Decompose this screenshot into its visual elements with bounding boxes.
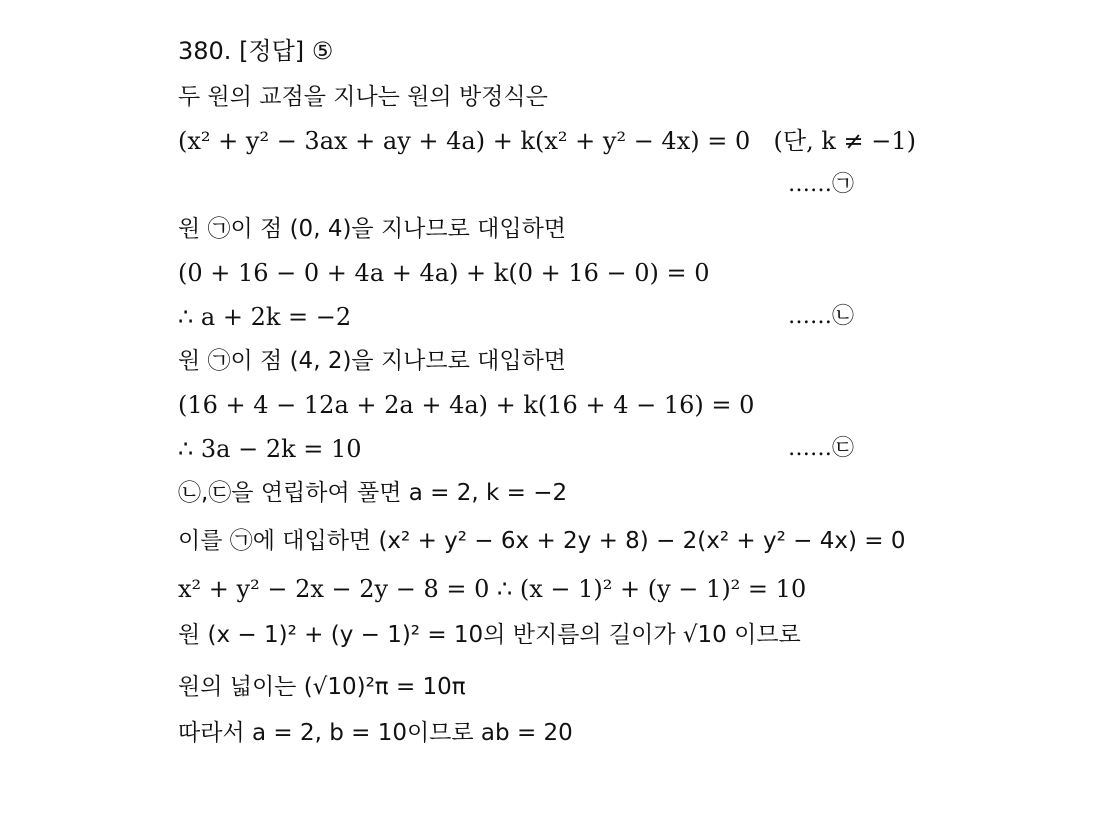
solution-line-13: 원의 넓이는 (√10)²π = 10π — [178, 674, 466, 700]
equation-general-circle: (x² + y² − 3ax + ay + 4a) + k(x² + y² − 4x) = 0 — [178, 127, 751, 155]
answer-title: 380. [정답] ⑤ — [178, 37, 334, 65]
solution-line-1: 두 원의 교점을 지나는 원의 방정식은 — [178, 84, 548, 110]
equation-marker-2: ……㉡ — [788, 304, 855, 329]
solution-equation-2: (0 + 16 − 0 + 4a + 4a) + k(0 + 16 − 0) = 0 — [178, 259, 710, 287]
solution-line-3: 원 ㉠이 점 (0, 4)을 지나므로 대입하면 — [178, 216, 567, 242]
solution-line-10: 이를 ㉠에 대입하면 (x² + y² − 6x + 2y + 8) − 2(x² + y² − 4x) = 0 — [178, 528, 906, 554]
solution-line-12: 원 (x − 1)² + (y − 1)² = 10의 반지름의 길이가 √10 이므로 — [178, 622, 801, 648]
solution-line-6: 원 ㉠이 점 (4, 2)을 지나므로 대입하면 — [178, 348, 567, 374]
condition-note: (단, k ≠ −1) — [773, 127, 916, 155]
equation-marker-1: ……㉠ — [788, 172, 855, 197]
solution-equation-1 — [178, 126, 916, 160]
solution-line-9: ㉡,㉢을 연립하여 풀면 a = 2, k = −2 — [178, 480, 568, 506]
solution-result-1: ∴ a + 2k = −2 — [178, 303, 352, 331]
equation-marker-3: ……㉢ — [788, 436, 855, 461]
solution-line-14: 따라서 a = 2, b = 10이므로 ab = 20 — [178, 720, 573, 746]
solution-equation-3: (16 + 4 − 12a + 2a + 4a) + k(16 + 4 − 16) = 0 — [178, 391, 755, 419]
solution-result-2: ∴ 3a − 2k = 10 — [178, 435, 362, 463]
solution-equation-4: x² + y² − 2x − 2y − 8 = 0 ∴ (x − 1)² + (y − 1)² = 10 — [178, 575, 807, 603]
